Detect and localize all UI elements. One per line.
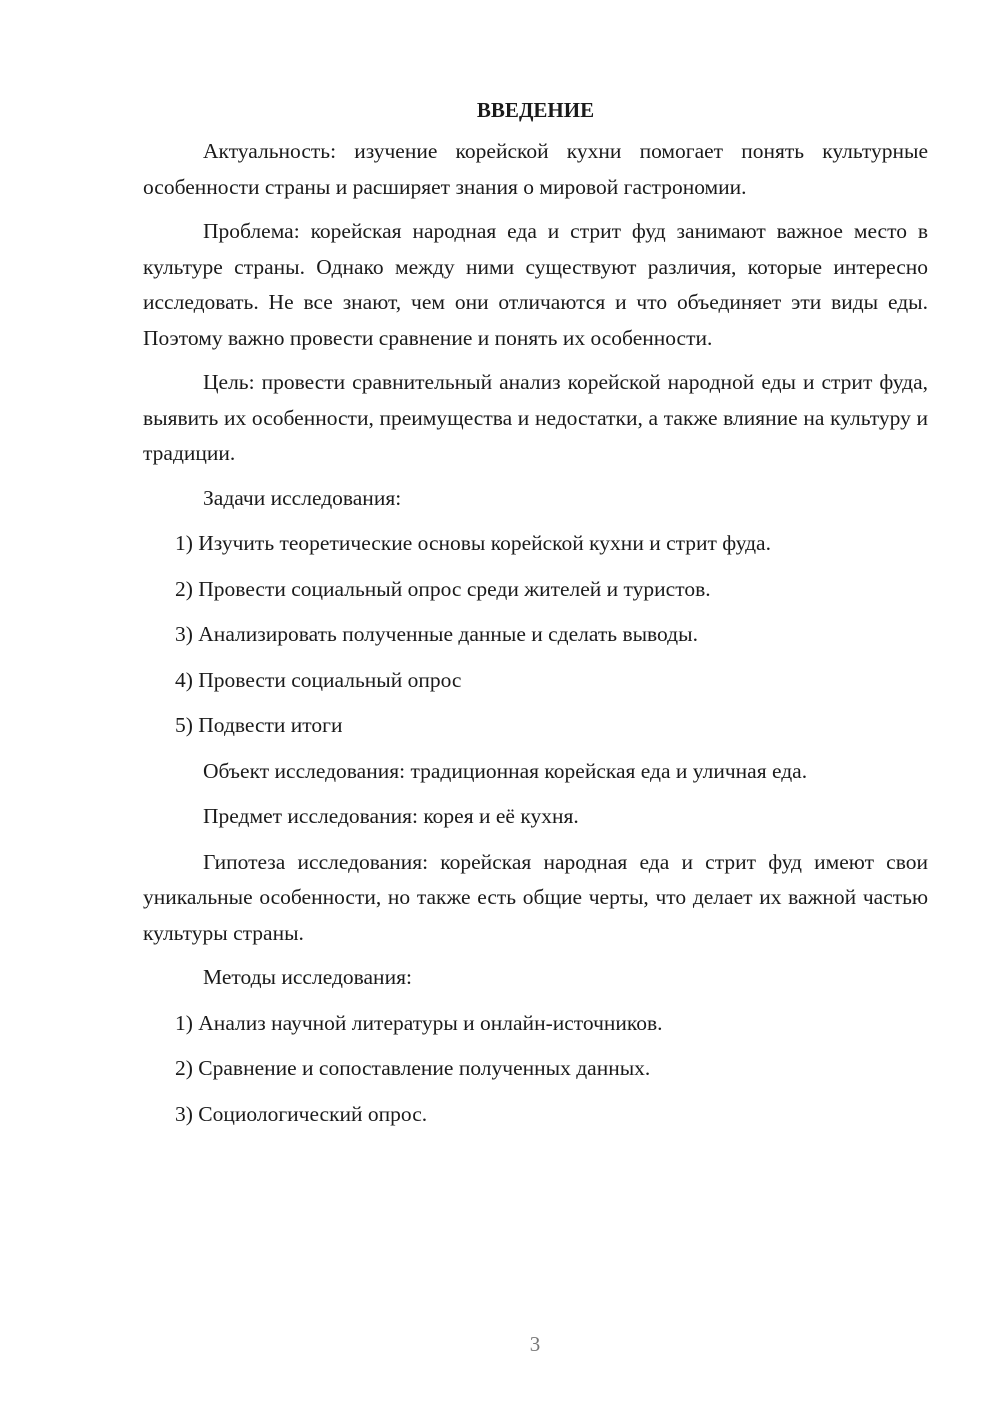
method-item: 2) Сравнение и сопоставление полученных данных.: [175, 1056, 651, 1080]
goal-paragraph: Цель: провести сравнительный анализ корейской народной еды и стрит фуда, выявить их особенности, преимущества и недостатки, а также влияние на культуру и традиции.: [143, 370, 928, 465]
tasks-heading: Задачи исследования:: [203, 485, 402, 510]
page-title: ВВЕДЕНИЕ: [476, 98, 595, 122]
task-item: 1) Изучить теоретические основы корейской кухни и стрит фуда.: [175, 531, 771, 555]
problem-paragraph: Проблема: корейская народная еда и стрит фуд занимают важное место в культуре страны. Однако между ними существуют различия, которые интересно исследовать. Не все знают, чем они отличаются и что объединяет эти виды еды. Поэтому важно провести сравнение и понять их особенности.: [143, 219, 928, 350]
task-item: 5) Подвести итоги: [175, 713, 343, 737]
task-item: 3) Анализировать полученные данные и сделать выводы.: [175, 622, 698, 646]
relevance-paragraph: Актуальность: изучение корейской кухни помогает понять культурные особенности страны и расширяет знания о мировой гастрономии.: [143, 139, 928, 199]
object-paragraph: Объект исследования: традиционная корейская еда и уличная еда.: [203, 758, 808, 783]
method-item: 3) Социологический опрос.: [175, 1101, 428, 1126]
task-item: 4) Провести социальный опрос: [175, 667, 462, 692]
methods-heading: Методы исследования:: [203, 965, 412, 989]
document-page: [143, 93, 928, 1132]
subject-paragraph: Предмет исследования: корея и её кухня.: [203, 804, 579, 828]
hypothesis-paragraph: Гипотеза исследования: корейская народная еда и стрит фуд имеют свои уникальные особенности, но также есть общие черты, что делает их важной частью культуры страны.: [143, 849, 928, 945]
task-item: 2) Провести социальный опрос среди жителей и туристов.: [175, 576, 711, 601]
method-item: 1) Анализ научной литературы и онлайн-источников.: [175, 1010, 663, 1035]
page-number: 3: [529, 1332, 541, 1356]
